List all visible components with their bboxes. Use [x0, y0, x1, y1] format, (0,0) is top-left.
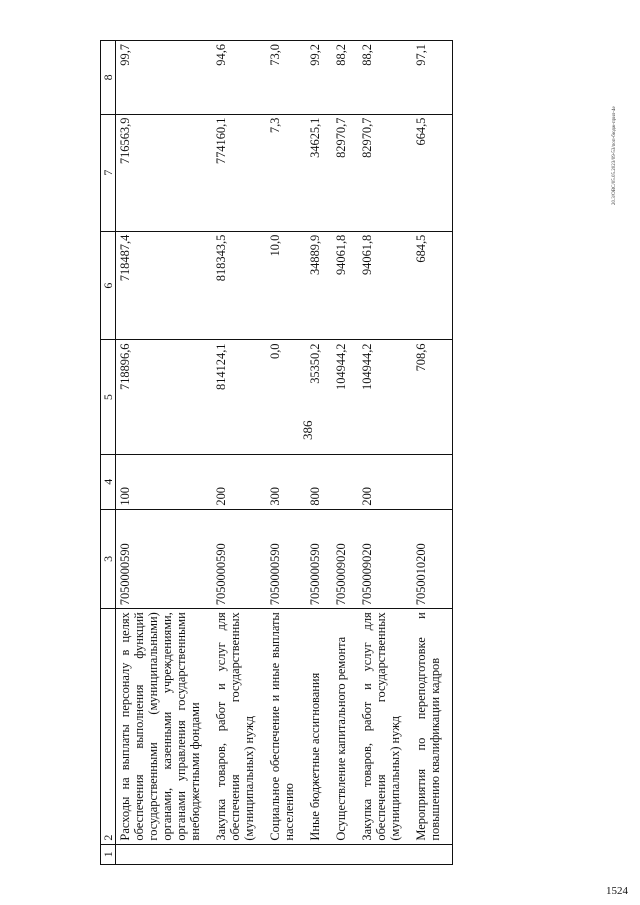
side-note: 20.3/ОВС/05.05.2023/09-53/поп-бюдж-прил-4е [612, 106, 617, 205]
cell-description: Расходы на выплаты персоналу в целях обеспечения выполнения функций государственными (муниципальными) органами, казенными учреждениями, органами управления государственными внебюджетными фондами [116, 609, 213, 844]
table-row [212, 41, 266, 865]
cell-blank [358, 844, 412, 864]
cell-description: Социальное обеспечение и иные выплаты населению [266, 609, 306, 844]
cell-expense-type [332, 454, 358, 509]
cell-expense-type: 300 [266, 454, 306, 509]
cell-description: Иные бюджетные ассигнования [306, 609, 332, 844]
cell-value-7: 82970,7 [358, 114, 412, 231]
cell-blank [212, 844, 266, 864]
table-row [266, 41, 306, 865]
cell-value-5: 104944,2 [332, 340, 358, 454]
col-header-3: 3 [101, 509, 116, 609]
cell-value-5: 35350,2 [306, 340, 332, 454]
cell-value-6: 94061,8 [358, 231, 412, 340]
cell-value-7: 774160,1 [212, 114, 266, 231]
cell-value-7: 664,5 [412, 114, 453, 231]
col-header-4: 4 [101, 454, 116, 509]
cell-blank [332, 844, 358, 864]
cell-blank [116, 844, 213, 864]
cell-value-6: 684,5 [412, 231, 453, 340]
cell-value-5: 814124,1 [212, 340, 266, 454]
table-row [358, 41, 412, 865]
cell-expense-type: 100 [116, 454, 213, 509]
cell-expense-type [412, 454, 453, 509]
cell-value-8: 73,0 [266, 41, 306, 115]
cell-value-5: 0,0 [266, 340, 306, 454]
col-header-2: 2 [101, 609, 116, 844]
cell-value-7: 82970,7 [332, 114, 358, 231]
cell-expense-type: 800 [306, 454, 332, 509]
cell-description: Осуществление капитального ремонта [332, 609, 358, 844]
cell-code: 7050000590 [116, 509, 213, 609]
cell-description: Закупка товаров, работ и услуг для обеспечения государственных (муниципальных) нужд [212, 609, 266, 844]
cell-value-6: 10,0 [266, 231, 306, 340]
page-number: 386 [300, 420, 315, 440]
cell-blank [266, 844, 306, 864]
col-header-6: 6 [101, 231, 116, 340]
cell-value-7: 716563,9 [116, 114, 213, 231]
cell-value-8: 97,1 [412, 41, 453, 115]
cell-code: 7050009020 [332, 509, 358, 609]
col-header-1: 1 [101, 844, 116, 864]
cell-value-7: 7,3 [266, 114, 306, 231]
cell-value-6: 818343,5 [212, 231, 266, 340]
cell-value-8: 88,2 [332, 41, 358, 115]
cell-value-5: 104944,2 [358, 340, 412, 454]
cell-value-8: 94,6 [212, 41, 266, 115]
cell-expense-type: 200 [212, 454, 266, 509]
table-row [412, 41, 453, 865]
cell-value-8: 99,2 [306, 41, 332, 115]
folio-number: 1524 [606, 885, 628, 897]
cell-code: 7050000590 [306, 509, 332, 609]
cell-code: 7050000590 [212, 509, 266, 609]
cell-value-8: 88,2 [358, 41, 412, 115]
table-row [332, 41, 358, 865]
col-header-8: 8 [101, 41, 116, 115]
table-row [116, 41, 213, 865]
cell-value-7: 34625,1 [306, 114, 332, 231]
cell-description: Мероприятия по переподготовке и повышению квалификации кадров [412, 609, 453, 844]
cell-code: 7050000590 [266, 509, 306, 609]
budget-table-rotated [100, 40, 560, 865]
col-header-5: 5 [101, 340, 116, 454]
budget-table [100, 40, 453, 865]
cell-value-6: 34889,9 [306, 231, 332, 340]
cell-code: 7050009020 [358, 509, 412, 609]
cell-value-6: 718487,4 [116, 231, 213, 340]
cell-value-5: 708,6 [412, 340, 453, 454]
cell-value-8: 99,7 [116, 41, 213, 115]
cell-expense-type: 200 [358, 454, 412, 509]
cell-code: 7050010200 [412, 509, 453, 609]
table-row [306, 41, 332, 865]
cell-value-5: 718896,6 [116, 340, 213, 454]
cell-description: Закупка товаров, работ и услуг для обеспечения государственных (муниципальных) нужд [358, 609, 412, 844]
cell-blank [412, 844, 453, 864]
cell-value-6: 94061,8 [332, 231, 358, 340]
cell-blank [306, 844, 332, 864]
col-header-7: 7 [101, 114, 116, 231]
header-row [101, 41, 116, 865]
